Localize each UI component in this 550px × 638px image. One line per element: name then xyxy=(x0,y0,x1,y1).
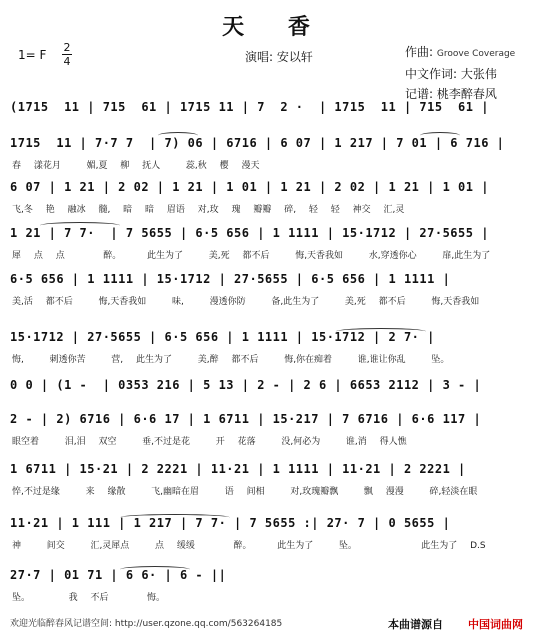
lyric-line: 美,活 都不后 悔,天香我如 味, 漫透你防 备,此生为了 美,死 都不后 悔,天香我如 xyxy=(12,297,480,307)
lyric-line: 坠。 我 不后 悔。 xyxy=(12,593,166,603)
score-system xyxy=(0,272,550,316)
score-system xyxy=(0,516,550,560)
composer-name: Groove Coverage xyxy=(436,49,516,59)
notation-line: 1715 11 | 7·7 7 | 7) 06 | 6716 | 6 07 | 1 217 | 7 01 | 6 716 | xyxy=(10,136,505,150)
notation-line: 2 - | 2) 6716 | 6·6 17 | 1 6711 | 15·217 | 7 6716 | 6·6 117 | xyxy=(10,412,482,426)
notation-line: 6·5 656 | 1 1111 | 15·1712 | 27·5655 | 6·5 656 | 1 1111 | xyxy=(10,272,451,286)
lyric-line: 犀 点 点 醉。 此生为了 美,死 都不后 悔,天香我如 水,穿透你心 扉,此生为了 xyxy=(12,251,491,261)
score-system xyxy=(0,412,550,456)
credits xyxy=(405,42,515,104)
lyric-line: 春 漾花月 媚,夏 柳 抚人 蕊,秋 樱 漫天 xyxy=(12,161,260,171)
score-system xyxy=(0,330,550,374)
score-system xyxy=(0,568,550,612)
lyric-line: 飞,冬 艳 融冰 髓, 暗 暗 眉语 对,玫 瑰 瓣瓣 碎, 轻 轻 神交 汇,灵 xyxy=(12,205,405,215)
time-top: 2 xyxy=(63,41,71,54)
slur-mark xyxy=(158,132,198,139)
slur-mark xyxy=(336,328,426,335)
time-signature xyxy=(62,42,72,67)
lyric-line: 悔, 刺透你苦 营, 此生为了 美,醉 都不后 悔,你在痴着 谁,谁让你乱 坠。 xyxy=(12,355,450,365)
site-logo-text: 中国词曲网 xyxy=(468,618,523,631)
notation-line: 0 0 | (1 - | 0353 216 | 5 13 | 2 - | 2 6 | 6653 2112 | 3 - | xyxy=(10,378,482,392)
lyricist-credit: 中文作词: 大张伟 xyxy=(405,67,497,81)
score-system xyxy=(0,226,550,270)
score-system xyxy=(0,180,550,224)
key-signature: 1= F xyxy=(18,48,47,62)
score-system xyxy=(0,136,550,180)
composer-row xyxy=(405,42,515,64)
notation-line: (1715 11 | 715 61 | 1715 11 | 7 2 · | 1715 11 | 715 61 | xyxy=(10,100,489,114)
slur-mark xyxy=(120,566,190,573)
singer-credit: 演唱: 安以轩 xyxy=(245,50,313,64)
notation-line: 6 07 | 1 21 | 2 02 | 1 21 | 1 01 | 1 21 | 2 02 | 1 21 | 1 01 | xyxy=(10,180,489,194)
composer-label: 作曲: xyxy=(405,45,434,59)
source-label: 本曲谱源自 xyxy=(388,618,443,631)
slur-mark xyxy=(420,132,460,139)
slur-mark xyxy=(120,514,230,521)
notation-line: 1 21 | 7 7· | 7 5655 | 6·5 656 | 1 1111 | 15·1712 | 27·5655 | xyxy=(10,226,489,240)
lyric-line: 悴,不过是缘 来 缘散 飞,幽暗在眉 语 间相 对,玫瑰瓣飘 飘 漫漫 碎,轻淡在眼 xyxy=(12,487,478,497)
notation-line: 11·21 | 1 111 | 1 217 | 7 7· | 7 5655 :| 27· 7 | 0 5655 | xyxy=(10,516,451,530)
song-title: 天 香 xyxy=(222,14,328,40)
notation-line: 27·7 | 01 71 | 6 6· | 6 - || xyxy=(10,568,227,582)
notation-line: 15·1712 | 27·5655 | 6·5 656 | 1 1111 | 15·1712 | 2 7· | xyxy=(10,330,435,344)
lyric-line: 神 间交 汇,灵犀点 点 缓缓 醉。 此生为了 坠。 此生为了 D.S xyxy=(12,541,486,551)
time-bottom: 4 xyxy=(63,55,71,68)
notation-line: 1 6711 | 15·21 | 2 2221 | 11·21 | 1 1111 | 11·21 | 2 2221 | xyxy=(10,462,466,476)
transcriber-credit: 记谱: 桃李醉春风 xyxy=(405,87,497,101)
lyric-line: 眼空着 泪,泪 双空 垂,不过是花 开 花落 没,何必为 谁,消 得人憔 xyxy=(12,437,407,447)
footer-welcome-link: 欢迎光临醉春风记谱空间: http://user.qzone.qq.com/563264185 xyxy=(10,619,283,629)
score-system xyxy=(0,462,550,506)
slur-mark xyxy=(40,222,120,229)
